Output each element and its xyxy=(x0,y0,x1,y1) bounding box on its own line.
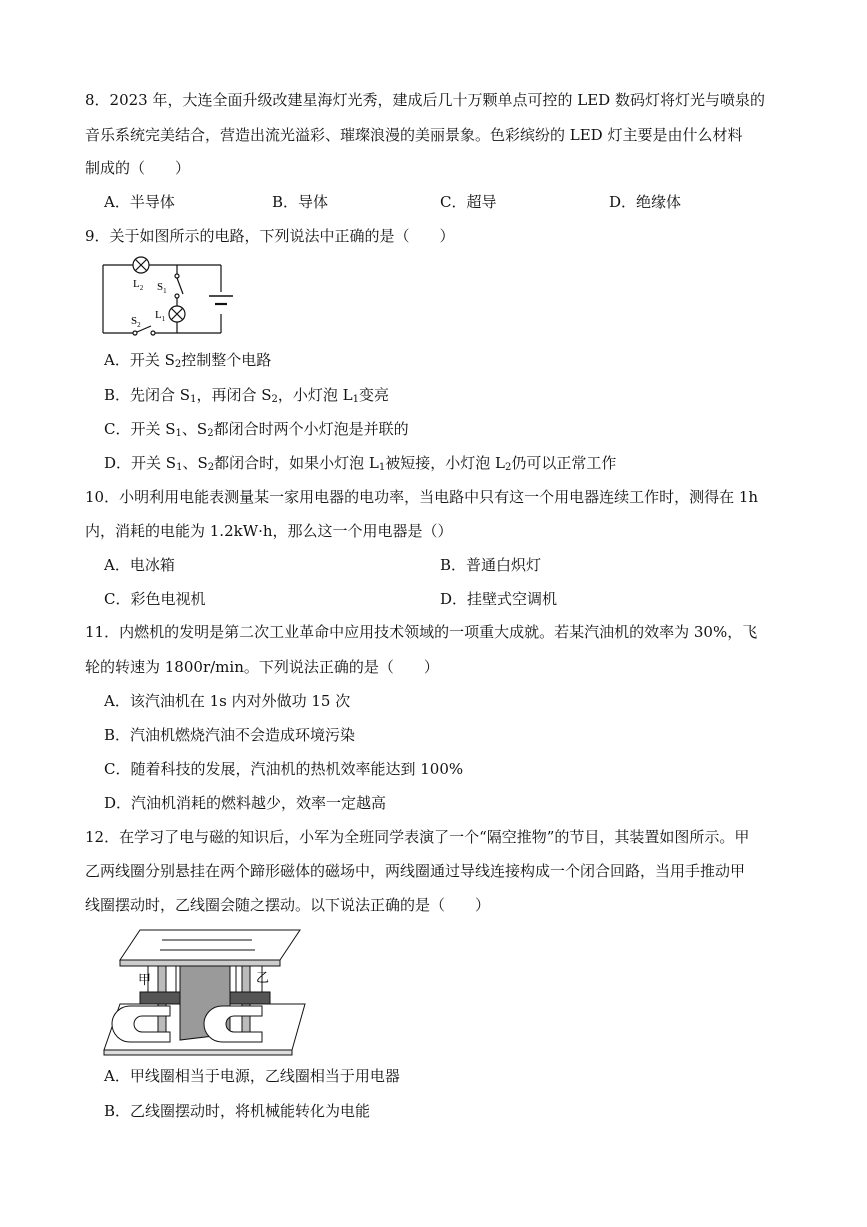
q9-option-b: B．先闭合 $S_1$，再闭合 $S_2$，小灯泡 $L_1$变亮 xyxy=(104,386,389,405)
q10-stem-line1: 10．小明利用电能表测量某一家用电器的电功率，当电路中只有这一个用电器连续工作时，测得在 1h xyxy=(85,488,759,506)
q10-option-d: D．挂壁式空调机 xyxy=(440,590,558,608)
q11-option-c: C．随着科技的发展，汽油机的热机效率能达到 100% xyxy=(104,760,464,778)
q11-stem-line2: 轮的转速为 1800r/min。下列说法正确的是（ ） xyxy=(85,658,439,676)
q12-apparatus-figure xyxy=(100,922,320,1057)
q8-stem-line2: 音乐系统完美结合，营造出流光溢彩、璀璨浪漫的美丽景象。色彩缤纷的 LED 灯主要是由什么材料 xyxy=(85,126,743,144)
label-s1: $S_1$ xyxy=(157,281,167,295)
q10-option-c: C．彩色电视机 xyxy=(104,590,206,608)
q11-option-a: A．该汽油机在 1s 内对外做功 15 次 xyxy=(104,692,351,710)
q12-stem-line1: 12．在学习了电与磁的知识后，小军为全班同学表演了一个“隔空推物”的节目，其装置如图所示。甲 xyxy=(85,828,750,846)
q10-stem-line2: 内，消耗的电能为 1.2kW·h，那么这一个用电器是（） xyxy=(85,522,453,540)
q8-option-b: B．导体 xyxy=(272,193,329,211)
q8-stem-line3: 制成的（ ） xyxy=(85,159,191,177)
q9-option-c: C．开关 $S_1$、$S_2$都闭合时两个小灯泡是并联的 xyxy=(104,420,409,439)
q11-option-d: D．汽油机消耗的燃料越少，效率一定越高 xyxy=(104,794,387,812)
q9-option-d: D．开关 $S_1$、$S_2$都闭合时，如果小灯泡 $L_1$被短接，小灯泡 $L_2$仍可以正常工作 xyxy=(104,454,617,473)
q9-circuit-diagram xyxy=(95,252,245,342)
q8-option-d: D．绝缘体 xyxy=(609,193,682,211)
q12-option-b: B．乙线圈摆动时，将机械能转化为电能 xyxy=(104,1102,371,1120)
q10-option-b: B．普通白炽灯 xyxy=(440,556,542,574)
q10-option-a: A．电冰箱 xyxy=(104,556,175,574)
label-jia: 甲 xyxy=(138,972,152,987)
q11-stem-line1: 11．内燃机的发明是第二次工业革命中应用技术领域的一项重大成就。若某汽油机的效率为 30%，飞 xyxy=(85,623,758,641)
q9-option-a: A．开关 $S_2$控制整个电路 xyxy=(104,351,272,370)
q12-option-a: A．甲线圈相当于电源，乙线圈相当于用电器 xyxy=(104,1067,400,1085)
label-l2: $L_2$ xyxy=(133,278,144,292)
q8-option-c: C．超导 xyxy=(440,193,497,211)
q11-option-b: B．汽油机燃烧汽油不会造成环境污染 xyxy=(104,726,356,744)
q12-stem-line2: 乙两线圈分别悬挂在两个蹄形磁体的磁场中，两线圈通过导线连接构成一个闭合回路，当用手推动甲 xyxy=(85,862,746,880)
label-yi: 乙 xyxy=(256,970,270,985)
label-l1: $L_1$ xyxy=(155,309,166,323)
q9-stem: 9．关于如图所示的电路，下列说法中正确的是（ ） xyxy=(85,227,455,245)
q12-stem-line3: 线圈摆动时，乙线圈会随之摆动。以下说法正确的是（ ） xyxy=(85,896,491,914)
label-s2: $S_2$ xyxy=(131,315,141,329)
q8-stem-line1: 8．2023 年，大连全面升级改建星海灯光秀，建成后几十万颗单点可控的 LED 数码灯将灯光与喷泉的 xyxy=(85,91,765,109)
q8-option-a: A．半导体 xyxy=(104,193,175,211)
